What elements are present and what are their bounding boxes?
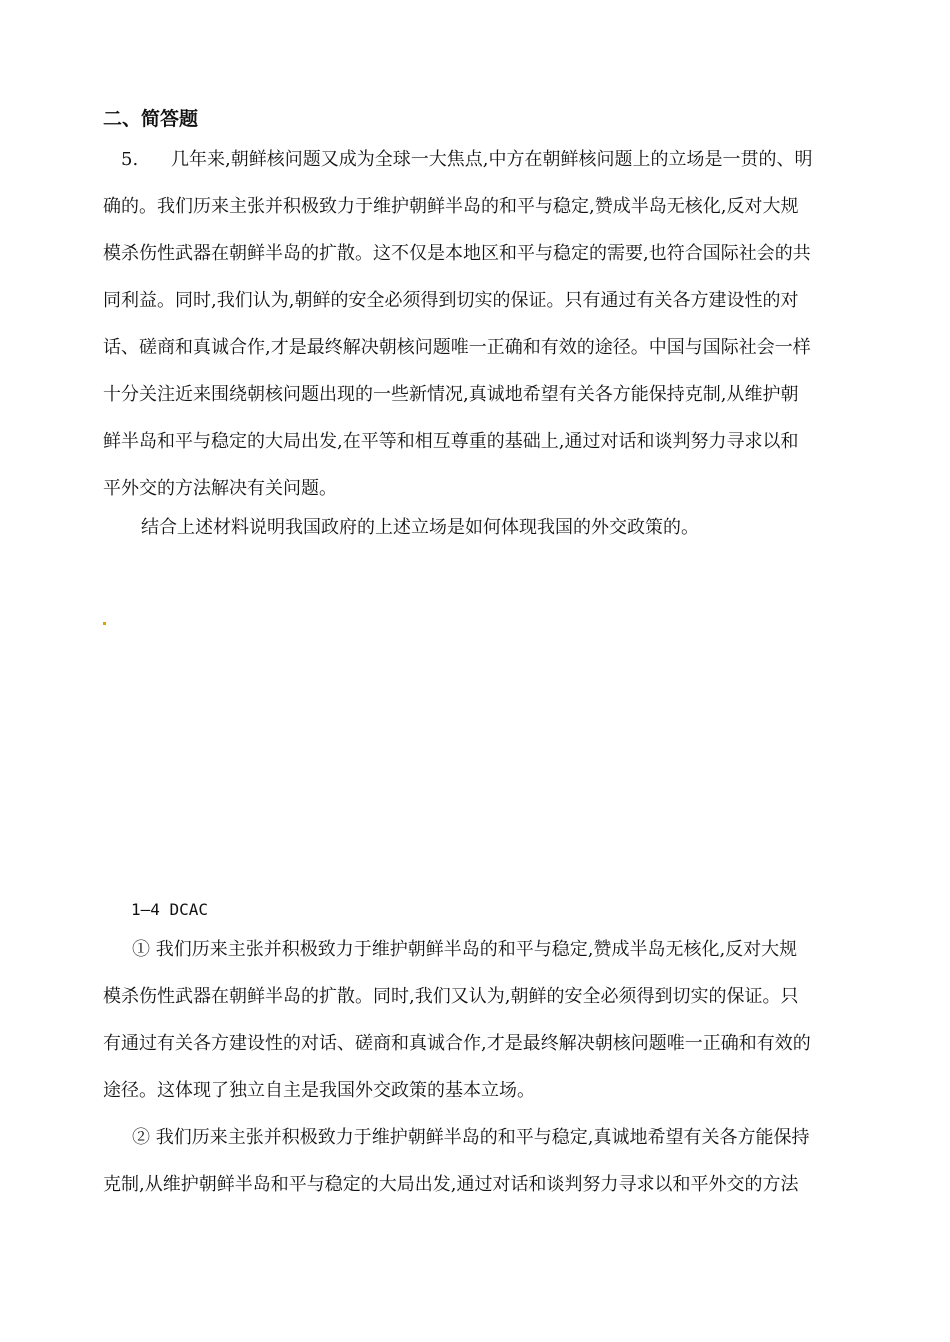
answer-line: ② 我们历来主张并积极致力于维护朝鲜半岛的和平与稳定,真诚地希望有关各方能保持 — [132, 1127, 810, 1148]
question-line: 十分关注近来围绕朝核问题出现的一些新情况,真诚地希望有关各方能保持克制,从维护朝 — [103, 384, 799, 405]
answer-key: 1—4 DCAC — [131, 900, 209, 919]
question-number: 5. — [121, 149, 139, 170]
answer-point-1 — [103, 926, 863, 1114]
answer-line: ① 我们历来主张并积极致力于维护朝鲜半岛的和平与稳定,赞成半岛无核化,反对大规 — [132, 939, 798, 960]
question-line: 话、磋商和真诚合作,才是最终解决朝核问题唯一正确和有效的途径。中国与国际社会一样 — [103, 337, 811, 358]
section-heading: 二、简答题 — [103, 108, 199, 130]
question-line — [103, 136, 863, 183]
question-line-text: 几年来,朝鲜核问题又成为全球一大焦点,中方在朝鲜核问题上的立场是一贯的、明 — [171, 149, 813, 170]
question-line: 平外交的方法解决有关问题。 — [103, 478, 337, 499]
answer-line: 有通过有关各方建设性的对话、磋商和真诚合作,才是最终解决朝核问题唯一正确和有效的 — [103, 1033, 811, 1054]
question-task: 结合上述材料说明我国政府的上述立场是如何体现我国的外交政策的。 — [141, 517, 699, 538]
question-line: 同利益。同时,我们认为,朝鲜的安全必须得到切实的保证。只有通过有关各方建设性的对 — [103, 290, 799, 311]
question-line: 确的。我们历来主张并积极致力于维护朝鲜半岛的和平与稳定,赞成半岛无核化,反对大规 — [103, 196, 799, 217]
answer-line: 途径。这体现了独立自主是我国外交政策的基本立场。 — [103, 1080, 535, 1101]
answer-point-2 — [103, 1114, 863, 1208]
answer-line: 克制,从维护朝鲜半岛和平与稳定的大局出发,通过对话和谈判努力寻求以和平外交的方法 — [103, 1174, 799, 1195]
answer-line: 模杀伤性武器在朝鲜半岛的扩散。同时,我们又认为,朝鲜的安全必须得到切实的保证。只 — [103, 986, 799, 1007]
question-line: 鲜半岛和平与稳定的大局出发,在平等和相互尊重的基础上,通过对话和谈判努力寻求以和 — [103, 431, 799, 452]
decorative-dot — [103, 622, 106, 625]
question-text — [103, 136, 863, 512]
question-line: 模杀伤性武器在朝鲜半岛的扩散。这不仅是本地区和平与稳定的需要,也符合国际社会的共 — [103, 243, 811, 264]
